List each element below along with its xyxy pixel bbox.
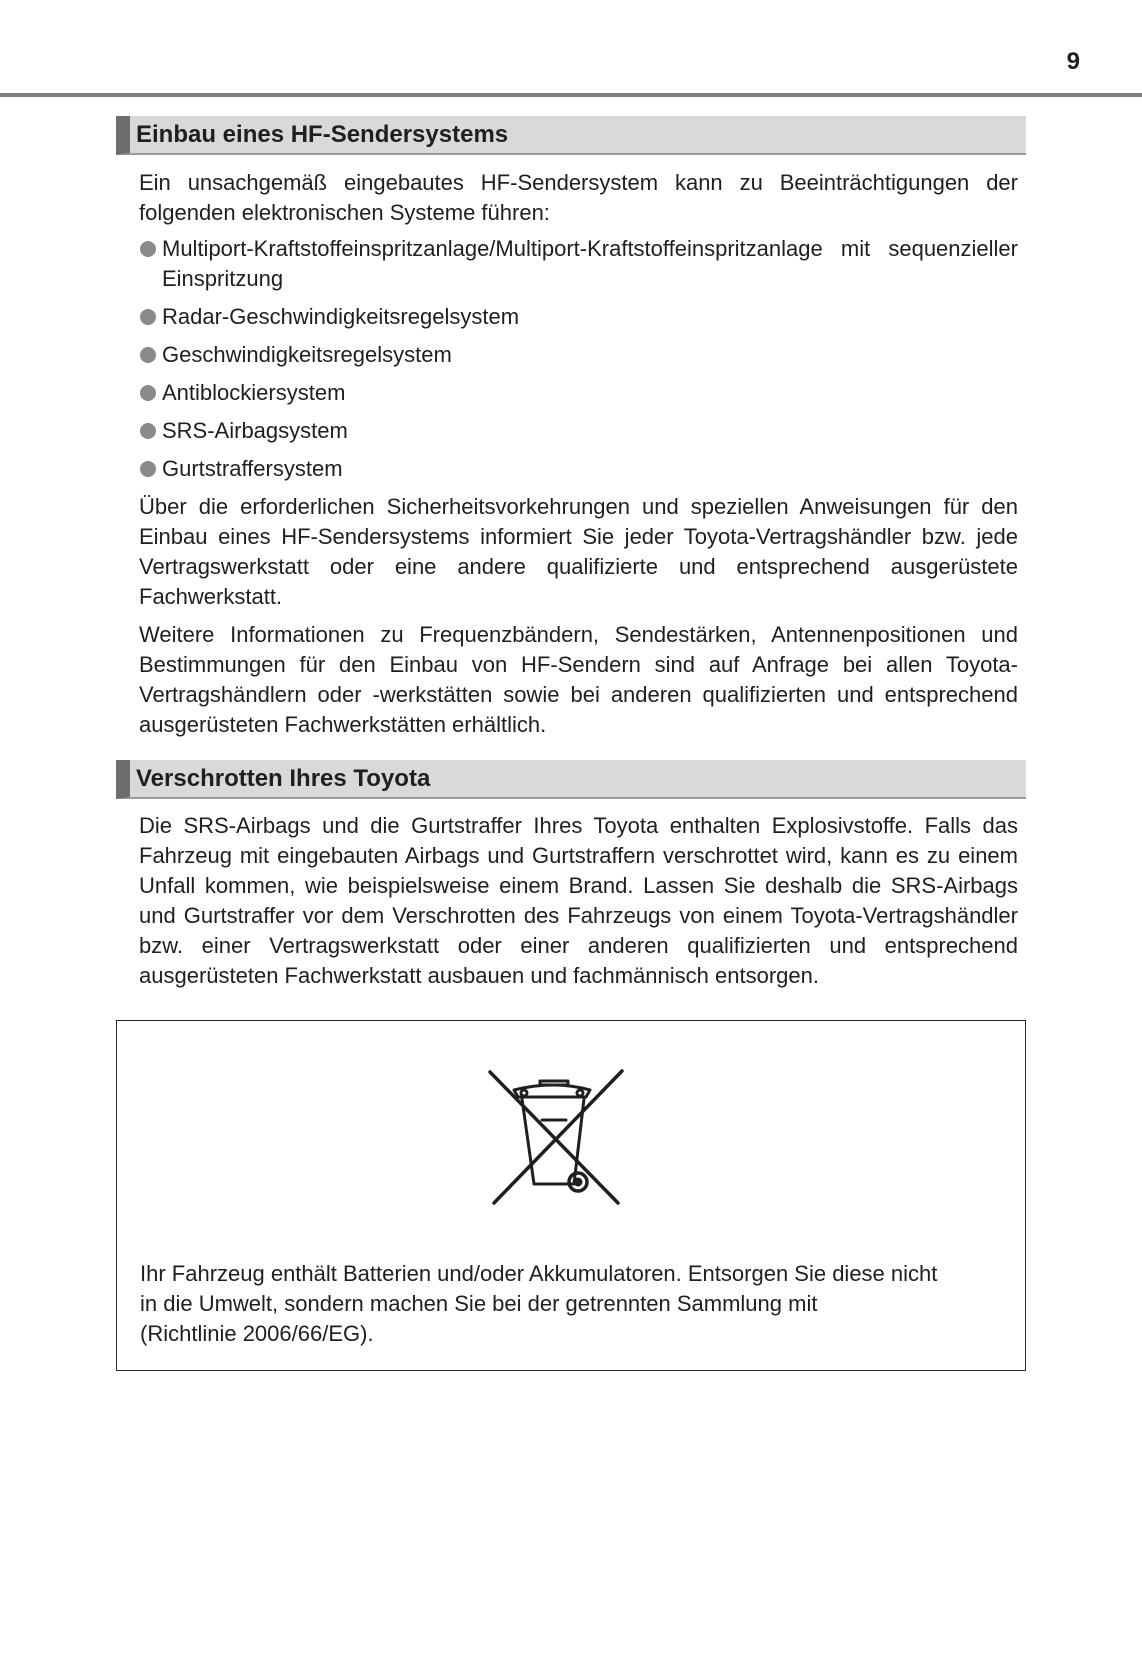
list-item [139, 340, 1018, 370]
notice-line: in die Umwelt, sondern machen Sie bei der getrennten Sammlung mit [140, 1291, 818, 1316]
intro-paragraph: Ein unsachgemäß eingebautes HF-Sendersystem kann zu Beeinträchtigungen der folgenden elektronischen Systeme führen: [139, 170, 1018, 225]
scrapping-paragraph: Die SRS-Airbags und die Gurtstraffer Ihres Toyota enthalten Explosivstoffe. Falls das Fahrzeug mit eingebauten Airbags und Gurtstraffern verschrottet wird, kann es zu einem Unfall kommen, wie beispielsweise einem Brand. Lassen Sie deshalb die SRS-Airbags und Gurtstraffer vor dem Verschrotten des Fahrzeugs von einem Toyota-Vertragshändler bzw. einer Vertragswerkstatt oder einer anderen qualifizierten und entsprechend ausgerüsteten Fachwerkstatt ausbauen und fachmännisch entsorgen. [139, 813, 1018, 988]
affected-systems-list [139, 234, 1018, 484]
bullet-icon [140, 423, 156, 439]
notice-line: (Richtlinie 2006/66/EG). [140, 1321, 374, 1346]
section-body [116, 811, 1026, 991]
list-item-text: Gurtstraffersystem [162, 456, 343, 481]
bullet-icon [140, 347, 156, 363]
list-item-text: Geschwindigkeitsregelsystem [162, 342, 452, 367]
list-item-text: Antiblockiersystem [162, 380, 346, 405]
list-item [139, 416, 1018, 446]
list-item-text: Multiport-Kraftstoffeinspritzanlage/Multiport-Kraftstoffeinspritzanlage mit sequenzieller Einspritzung [162, 236, 1018, 291]
section-header [116, 116, 1026, 155]
list-item [139, 302, 1018, 332]
list-item [139, 234, 1018, 294]
bullet-icon [140, 309, 156, 325]
section-title: Einbau eines HF-Sendersystems [136, 121, 509, 148]
info-paragraph: Weitere Informationen zu Frequenzbändern, Sendestärken, Antennenpositionen und Bestimmungen für den Einbau von HF-Sendern sind auf Anfrage bei allen Toyota-Vertragshändlern oder -werkstätten sowie bei anderen qualifizierten und entsprechend ausgerüsteten Fachwerkstätten erhältlich. [139, 622, 1018, 737]
bullet-icon [140, 461, 156, 477]
list-item-text: SRS-Airbagsystem [162, 418, 348, 443]
safety-paragraph: Über die erforderlichen Sicherheitsvorkehrungen und speziellen Anweisungen für den Einbau eines HF-Sendersystems informiert Sie jeder Toyota-Vertragshändler bzw. jede Vertragswerkstatt oder eine andere qualifizierte und entsprechend ausgerüstete Fachwerkstatt. [139, 494, 1018, 609]
notice-line: Ihr Fahrzeug enthält Batterien und/oder Akkumulatoren. Entsorgen Sie diese nicht [140, 1261, 938, 1286]
list-item [139, 454, 1018, 484]
bullet-icon [140, 385, 156, 401]
section-hf-transmitter [116, 116, 1026, 740]
battery-disposal-text [140, 1259, 1000, 1349]
section-title: Verschrotten Ihres Toyota [136, 765, 431, 792]
list-item-text: Radar-Geschwindigkeitsregelsystem [162, 304, 520, 329]
section-header [116, 760, 1026, 799]
battery-disposal-notice [116, 1020, 1026, 1371]
section-scrapping [116, 760, 1026, 991]
bullet-icon [140, 241, 156, 257]
top-rule [0, 93, 1142, 97]
page-content [116, 116, 1026, 991]
page-number: 9 [1066, 48, 1080, 75]
list-item [139, 378, 1018, 408]
section-body [116, 168, 1026, 740]
crossed-out-wheelie-bin-icon [482, 1066, 627, 1211]
